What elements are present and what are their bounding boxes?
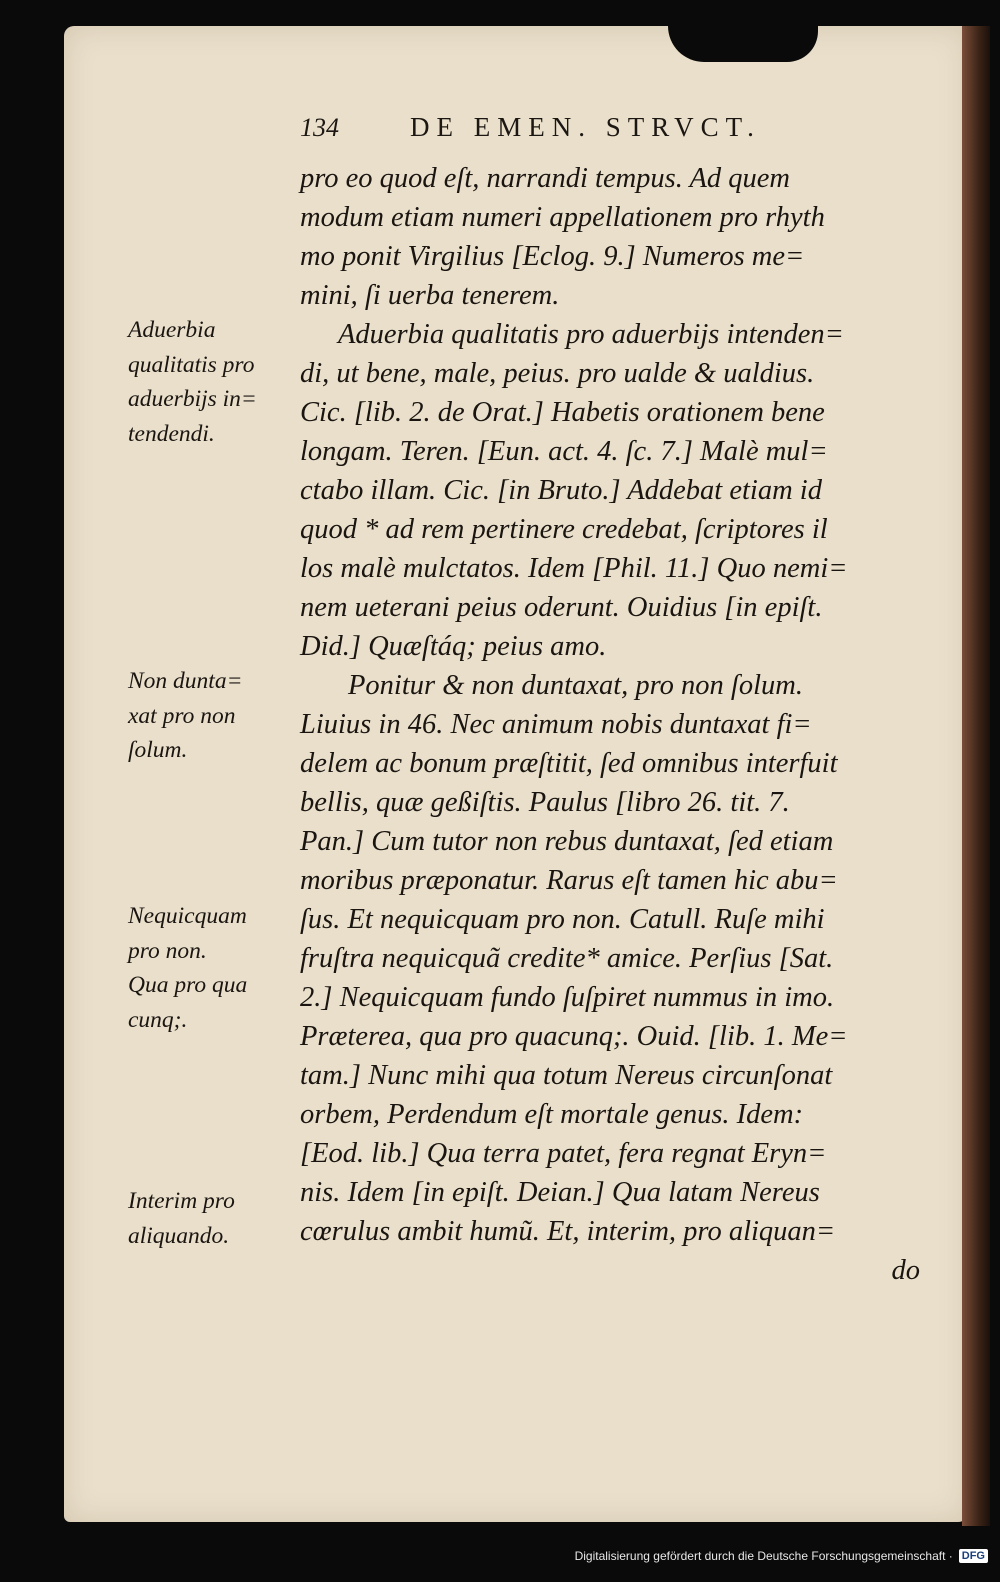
page-number: 134 bbox=[300, 113, 339, 142]
funding-credit: Digitalisierung gefördert durch die Deutsche Forschungsgemeinschaft · bbox=[574, 1549, 953, 1563]
text-line: Ponitur & non duntaxat, pro non ſolum. bbox=[348, 670, 803, 701]
margin-note-line: tendendi. bbox=[128, 420, 215, 447]
margin-note-line: qualitatis pro bbox=[128, 351, 255, 378]
text-line: 2.] Nequicquam fundo ſuſpiret nummus in imo. bbox=[300, 982, 835, 1013]
text-line: ctabo illam. Cic. [in Bruto.] Addebat etiam id bbox=[300, 475, 822, 506]
text-line: los malè mulctatos. Idem [Phil. 11.] Quo nemi= bbox=[300, 553, 848, 584]
margin-note-line: xat pro non bbox=[128, 702, 236, 729]
margin-note-line: ſolum. bbox=[128, 737, 188, 763]
margin-note-line: aduerbijs in= bbox=[128, 386, 257, 412]
margin-note-line: cunq;. bbox=[128, 1006, 188, 1033]
text-line: nis. Idem [in epiſt. Deian.] Qua latam Nereus bbox=[300, 1177, 820, 1208]
catchword: do bbox=[891, 1255, 920, 1286]
margin-note-aduerbia bbox=[128, 313, 298, 451]
margin-note-line: Non dunta= bbox=[128, 668, 243, 694]
main-text-block bbox=[300, 159, 920, 1290]
text-line: quod * ad rem pertinere credebat, ſcriptores il bbox=[300, 514, 828, 545]
book-binding-edge bbox=[962, 26, 990, 1526]
text-line: mini, ſi uerba tenerem. bbox=[300, 280, 560, 311]
text-line: [Eod. lib.] Qua terra patet, fera regnat Eryn= bbox=[300, 1138, 827, 1169]
text-line: tam.] Nunc mihi qua totum Nereus circunſonat bbox=[300, 1060, 833, 1091]
text-line: ſus. Et nequicquam pro non. Catull. Ruſe mihi bbox=[300, 904, 825, 935]
text-line: bellis, quæ geßiſtis. Paulus [libro 26. tit. 7. bbox=[300, 787, 790, 818]
margin-note-line: Aduerbia bbox=[128, 317, 216, 343]
text-line: di, ut bene, male, peius. pro ualde & ualdius. bbox=[300, 358, 815, 389]
torn-corner bbox=[668, 26, 818, 62]
text-line: Pan.] Cum tutor non rebus duntaxat, ſed etiam bbox=[300, 826, 834, 857]
text-line: Cic. [lib. 2. de Orat.] Habetis orationem bene bbox=[300, 397, 825, 428]
running-head: DE EMEN. STRVCT. bbox=[410, 112, 761, 142]
margin-note-line: Interim pro bbox=[128, 1188, 235, 1214]
margin-note-nequicquam bbox=[128, 899, 298, 1037]
text-line: delem ac bonum præſtitit, ſed omnibus interfuit bbox=[300, 748, 838, 779]
margin-note-line: aliquando. bbox=[128, 1222, 230, 1249]
margin-note-interim bbox=[128, 1184, 298, 1253]
text-line: Aduerbia qualitatis pro aduerbijs intenden= bbox=[338, 319, 844, 350]
text-line: orbem, Perdendum eſt mortale genus. Idem: bbox=[300, 1099, 804, 1130]
text-line: modum etiam numeri appellationem pro rhyth bbox=[300, 202, 825, 233]
text-line: mo ponit Virgilius [Eclog. 9.] Numeros me= bbox=[300, 241, 805, 272]
text-line: Præterea, qua pro quacunq;. Ouid. [lib. 1. Me= bbox=[300, 1021, 848, 1052]
digitization-footer bbox=[575, 1549, 988, 1563]
text-line: fruſtra nequicquã credite* amice. Perſius [Sat. bbox=[300, 943, 834, 974]
text-line: nem ueterani peius oderunt. Ouidius [in epiſt. bbox=[300, 592, 823, 623]
margin-note-line: Nequicquam bbox=[128, 903, 247, 929]
margin-note-line: pro non. bbox=[128, 937, 207, 964]
text-line: Liuius in 46. Nec animum nobis duntaxat fi= bbox=[300, 709, 812, 740]
dfg-logo: DFG bbox=[959, 1549, 988, 1563]
text-line: moribus præponatur. Rarus eſt tamen hic abu= bbox=[300, 865, 838, 896]
text-line: cœrulus ambit humũ. Et, interim, pro aliquan= bbox=[300, 1216, 836, 1247]
text-line: longam. Teren. [Eun. act. 4. ſc. 7.] Malè mul= bbox=[300, 436, 828, 467]
margin-note-non-duntaxat bbox=[128, 664, 298, 768]
page-header bbox=[300, 112, 840, 152]
margin-note-line: Qua pro qua bbox=[128, 972, 248, 998]
text-line: pro eo quod eſt, narrandi tempus. Ad quem bbox=[300, 163, 791, 194]
text-line: Did.] Quæſtáq; peius amo. bbox=[300, 631, 607, 662]
